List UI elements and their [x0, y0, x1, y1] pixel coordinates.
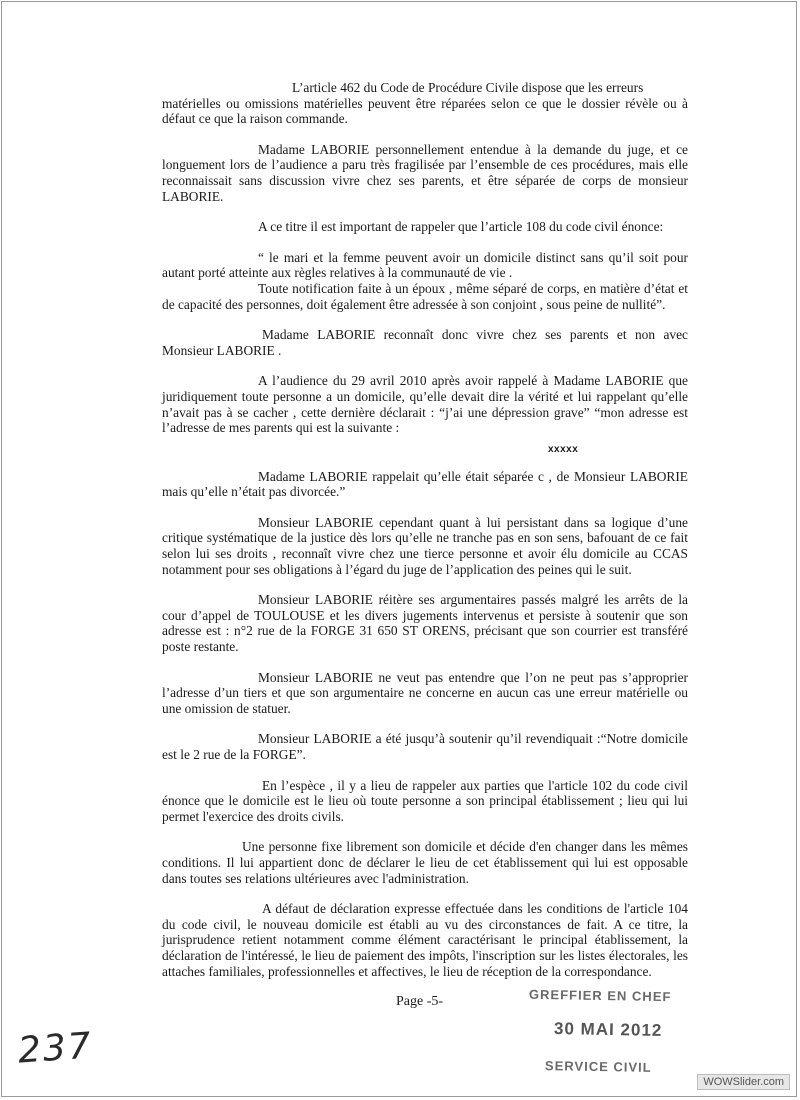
paragraph-article-462 [162, 80, 688, 127]
paragraph-reconnait: Madame LABORIE reconnaît donc vivre chez ses parents et non avec Monsieur LABORIE . [162, 327, 688, 358]
page-frame [1, 1, 797, 1097]
watermark: WOWSlider.com [697, 1074, 790, 1090]
paragraph-quote-notification: Toute notification faite à un époux , même séparé de corps, en matière d’état et de capacité des personnes, doit également être adressée à son conjoint , sous peine de nullité”. [162, 280, 688, 312]
paragraph-personne-fixe: Une personne fixe librement son domicile et décide d'en changer dans les mêmes conditions. Il lui appartient donc de déclarer le lieu de cet établissement qui lui est opposable dans toutes ses relations ultérieures avec l'administration. [162, 839, 688, 886]
paragraph-line: matérielles ou omissions matérielles peuvent être réparées selon ce que le dossier révèle ou à défaut ce que la raison commande. [162, 95, 688, 127]
paragraph-quote-domicile: “ le mari et la femme peuvent avoir un domicile distinct sans qu’il soit pour autant porté atteinte aux règles relatives à la communauté de vie . [162, 249, 688, 281]
paragraph-line: L’article 462 du Code de Procédure Civile dispose que les erreurs [292, 80, 644, 95]
paragraph-article-108: A ce titre il est important de rappeler que l’article 108 du code civil énonce: [258, 219, 664, 235]
redacted-address-line [162, 436, 688, 454]
document-body [162, 80, 688, 979]
stamp-greffier: GREFFIER EN CHEF [528, 986, 672, 1005]
paragraph-monsieur-reitere: Monsieur LABORIE réitère ses argumentaires passés malgré les arrêts de la cour d’appel de TOULOUSE et les divers jugements intervenus et persiste à soutenir que son adresse est : n°2 rue de la FORGE 31 650 ST ORENS, précisant que son courrier est transféré poste restante. [162, 592, 688, 655]
paragraph-audience: A l’audience du 29 avril 2010 après avoir rappelé à Madame LABORIE que juridiquement toute personne a un domicile, qu’elle devait dire la vérité et lui rappelant qu’elle n’avait pas à se cacher , cette dernière déclarait : “j’ai une dépression grave” “mon adresse est l’adresse de mes parents qui est la suivante : [162, 373, 688, 436]
paragraph-separee: Madame LABORIE rappelait qu’elle était séparée c , de Monsieur LABORIE mais qu’elle n’était pas divorcée.” [162, 468, 688, 500]
paragraph-article-102: En l’espèce , il y a lieu de rappeler aux parties que l'article 102 du code civil énonce que le domicile est le lieu où toute personne a son principal établissement ; lieu qui lui permet l'exercice des droits civils. [162, 777, 688, 824]
paragraph-article-104: A défaut de déclaration expresse effectuée dans les conditions de l'article 104 du code civil, le nouveau domicile est établi au vu des circonstances de fait. A ce titre, la jurisprudence retient notamment comme élément caractérisant le principal établissement, la déclaration de l'intéressé, le lieu de paiement des impôts, l'inscription sur les listes électorales, les attaches familiales, professionnelles et affectives, le lieu de réception de la correspondance. [162, 901, 688, 979]
paragraph-monsieur-domicile: Monsieur LABORIE a été jusqu’à soutenir qu’il revendiquait :“Notre domicile est le 2 rue de la FORGE”. [162, 731, 688, 762]
paragraph-monsieur-critique: Monsieur LABORIE cependant quant à lui persistant dans sa logique d’une critique systématique de la justice dès lors qu’elle ne tranche pas en son sens, bafouant de ce fait selon lui ses droits , reconnaît vivre chez une tierce personne et avoir élu domicile au CCAS notamment pour ses obligations à l’égard du juge de l’application des peines qui le suit. [162, 514, 688, 577]
paragraph-monsieur-tiers: Monsieur LABORIE ne veut pas entendre que l’on ne peut pas s’approprier l’adresse d’un tiers et que son argumentaire ne concerne en aucun cas une erreur matérielle ou une omission de statuer. [162, 669, 688, 716]
stamp-date: 30 MAI 2012 [553, 1019, 663, 1040]
paragraph-madame-entendue: Madame LABORIE personnellement entendue à la demande du juge, et ce longuement lors de l’audience a paru très fragilisée par l’ensemble de ces procédures, mais elle reconnaissait sans discussion vivre chez ses parents, et être séparée de corps de monsieur LABORIE. [162, 141, 688, 204]
page-number: Page -5- [396, 994, 444, 1009]
handwritten-number: 237 [16, 1025, 95, 1072]
redacted-address: xxxxx [548, 443, 579, 455]
stamp-service: SERVICE CIVIL [544, 1058, 652, 1075]
